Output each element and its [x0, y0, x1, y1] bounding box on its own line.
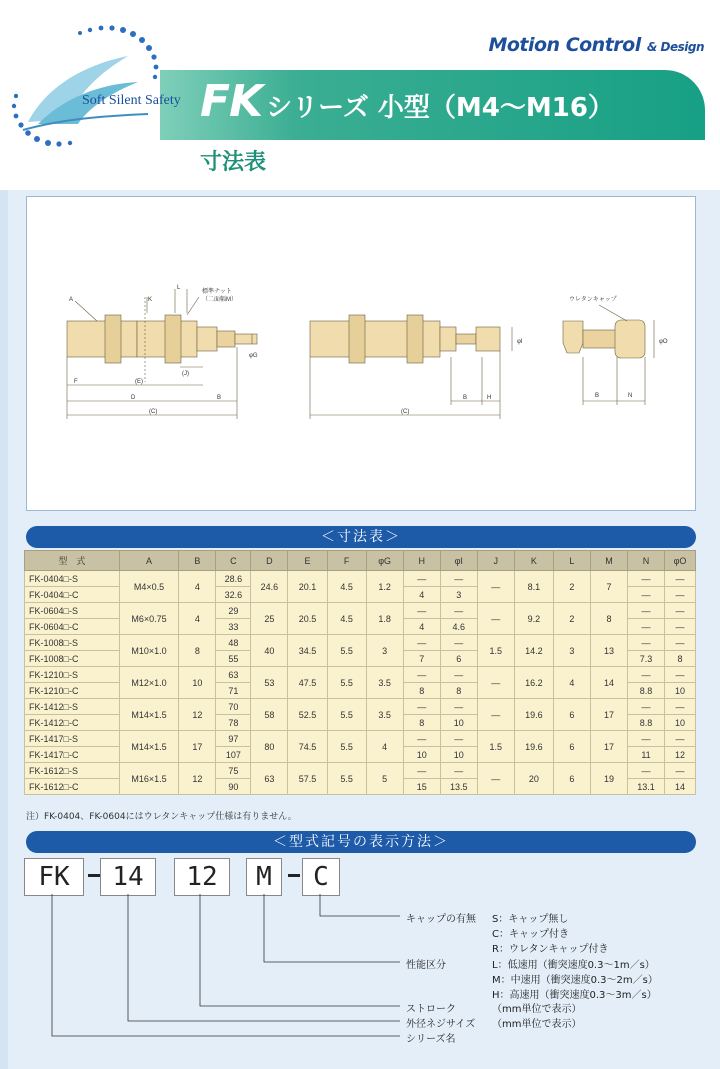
cell-g: 3.5	[366, 667, 403, 699]
cell-n: 11	[628, 747, 665, 763]
cell-c: 33	[216, 619, 251, 635]
cell-model: FK-1008□-S	[25, 635, 120, 651]
label-a: A	[69, 297, 74, 303]
cell-c: 71	[216, 683, 251, 699]
cell-b: 8	[179, 635, 216, 667]
cell-model: FK-1417□-S	[25, 731, 120, 747]
cell-h: 7	[403, 651, 440, 667]
cell-b: 4	[179, 571, 216, 603]
table-row	[25, 731, 696, 747]
label-nut1: 標準ナット	[202, 289, 232, 295]
table-row	[25, 699, 696, 715]
label-h: H	[487, 395, 492, 401]
cell-g: 3.5	[366, 699, 403, 731]
label-e: (E)	[135, 379, 143, 385]
brand-amp: & Design	[646, 40, 704, 54]
table-row	[25, 571, 696, 587]
cell-k: 20	[514, 763, 553, 795]
cell-o: —	[665, 731, 696, 747]
cell-g: 1.8	[366, 603, 403, 635]
cell-o: 10	[665, 683, 696, 699]
cell-l: 2	[553, 571, 590, 603]
cell-c: 70	[216, 699, 251, 715]
cell-i: —	[440, 571, 477, 587]
cell-b: 10	[179, 667, 216, 699]
label-k: K	[148, 297, 153, 303]
cell-g: 3	[366, 635, 403, 667]
cell-h: —	[403, 603, 440, 619]
dimension-table	[24, 550, 696, 795]
label-d: D	[131, 395, 136, 401]
cell-m: 19	[590, 763, 627, 795]
cell-h: —	[403, 763, 440, 779]
cell-j: 1.5	[477, 731, 514, 763]
cell-model: FK-0604□-S	[25, 603, 120, 619]
designation-section-heading: ＜型式記号の表示方法＞	[26, 831, 696, 853]
cell-h: —	[403, 635, 440, 651]
cell-a: M4×0.5	[119, 571, 179, 603]
cell-m: 8	[590, 603, 627, 635]
cell-l: 6	[553, 731, 590, 763]
logo-text: Soft Silent Safety	[82, 93, 181, 108]
brand-logo	[488, 34, 704, 56]
cell-c: 97	[216, 731, 251, 747]
cell-c: 107	[216, 747, 251, 763]
cell-a: M6×0.75	[119, 603, 179, 635]
col-header-f: F	[327, 551, 366, 571]
cell-m: 14	[590, 667, 627, 699]
col-header-d: D	[251, 551, 288, 571]
cap-option-r: R：ウレタンキャップ付き	[492, 944, 609, 955]
cell-i: —	[440, 603, 477, 619]
performance-label: 性能区分	[406, 960, 446, 971]
series-label: シリーズ名	[406, 1034, 456, 1045]
cell-model: FK-0404□-S	[25, 571, 120, 587]
cell-l: 6	[553, 763, 590, 795]
cell-m: 17	[590, 731, 627, 763]
col-header-model: 型 式	[25, 551, 120, 571]
col-header-k: K	[514, 551, 553, 571]
cell-i: 3	[440, 587, 477, 603]
cell-j: —	[477, 763, 514, 795]
cell-h: 4	[403, 619, 440, 635]
cell-h: 10	[403, 747, 440, 763]
cell-o: 14	[665, 779, 696, 795]
cell-n: —	[628, 587, 665, 603]
cell-o: —	[665, 667, 696, 683]
cell-e: 34.5	[288, 635, 327, 667]
performance-option-l: L：低速用（衝突速度0.3～1m／s）	[492, 960, 655, 971]
col-header-h: H	[403, 551, 440, 571]
cell-c: 55	[216, 651, 251, 667]
cell-o: —	[665, 699, 696, 715]
cell-f: 4.5	[327, 603, 366, 635]
cell-h: —	[403, 667, 440, 683]
cell-l: 2	[553, 603, 590, 635]
col-header-m: M	[590, 551, 627, 571]
cell-i: —	[440, 667, 477, 683]
cell-model: FK-1612□-S	[25, 763, 120, 779]
cell-h: 8	[403, 715, 440, 731]
cell-n: —	[628, 667, 665, 683]
cell-h: —	[403, 699, 440, 715]
title-fk: FK	[200, 76, 263, 127]
cell-c: 29	[216, 603, 251, 619]
cell-e: 52.5	[288, 699, 327, 731]
label-n: N	[628, 393, 633, 399]
cap-option-s: S：キャップ無し	[492, 914, 569, 925]
cell-k: 19.6	[514, 731, 553, 763]
cell-h: 4	[403, 587, 440, 603]
cell-c: 48	[216, 635, 251, 651]
cell-n: —	[628, 699, 665, 715]
label-nut2: （二面幅M）	[202, 297, 237, 303]
cell-model: FK-0604□-C	[25, 619, 120, 635]
col-header-n: N	[628, 551, 665, 571]
label-i: φI	[517, 339, 523, 345]
cell-o: —	[665, 763, 696, 779]
cell-b: 4	[179, 603, 216, 635]
cell-g: 5	[366, 763, 403, 795]
table-section-heading: ＜寸法表＞	[26, 526, 696, 548]
cell-o: —	[665, 635, 696, 651]
stroke-unit: （mm単位で表示）	[492, 1004, 582, 1015]
cell-g: 1.2	[366, 571, 403, 603]
label-o: φO	[659, 339, 668, 345]
label-b-3: B	[595, 393, 600, 399]
cell-c: 78	[216, 715, 251, 731]
cell-o: 10	[665, 715, 696, 731]
cell-b: 12	[179, 699, 216, 731]
cell-d: 58	[251, 699, 288, 731]
cell-n: —	[628, 571, 665, 587]
cell-m: 17	[590, 699, 627, 731]
col-header-e: E	[288, 551, 327, 571]
cell-l: 6	[553, 699, 590, 731]
cell-f: 5.5	[327, 731, 366, 763]
cell-model: FK-1008□-C	[25, 651, 120, 667]
col-header-b: B	[179, 551, 216, 571]
brand-main: Motion Control	[488, 34, 641, 56]
table-row	[25, 667, 696, 683]
cell-k: 9.2	[514, 603, 553, 635]
cell-o: —	[665, 619, 696, 635]
code-stroke-box: 12	[174, 858, 230, 896]
cell-i: —	[440, 635, 477, 651]
table-row	[25, 763, 696, 779]
cell-c: 32.6	[216, 587, 251, 603]
cell-n: —	[628, 635, 665, 651]
cell-o: —	[665, 571, 696, 587]
label-b: B	[217, 395, 222, 401]
cell-i: 10	[440, 715, 477, 731]
cell-j: 1.5	[477, 635, 514, 667]
cell-h: —	[403, 731, 440, 747]
cell-e: 20.1	[288, 571, 327, 603]
label-c: (C)	[149, 409, 158, 415]
cell-i: 13.5	[440, 779, 477, 795]
soft-silent-safety-logo-icon	[8, 24, 198, 154]
cell-a: M14×1.5	[119, 731, 179, 763]
cap-option-c: C：キャップ付き	[492, 929, 569, 940]
cell-f: 5.5	[327, 699, 366, 731]
cell-model: FK-1612□-C	[25, 779, 120, 795]
cell-d: 80	[251, 731, 288, 763]
dimension-table-wrapper	[24, 550, 696, 805]
label-f: F	[74, 379, 78, 385]
label-j: (J)	[182, 371, 189, 377]
label-cap: ウレタンキャップ	[569, 297, 617, 303]
stroke-label: ストローク	[406, 1004, 456, 1015]
cell-k: 19.6	[514, 699, 553, 731]
subtitle: 寸法表	[200, 150, 267, 175]
cell-j: —	[477, 603, 514, 635]
cell-b: 17	[179, 731, 216, 763]
cell-e: 20.5	[288, 603, 327, 635]
cell-c: 63	[216, 667, 251, 683]
table-row	[25, 635, 696, 651]
cell-n: —	[628, 603, 665, 619]
col-header-i: φI	[440, 551, 477, 571]
cell-l: 3	[553, 635, 590, 667]
cell-i: 10	[440, 747, 477, 763]
cell-d: 63	[251, 763, 288, 795]
cell-o: 12	[665, 747, 696, 763]
thread-unit: （mm単位で表示）	[492, 1019, 582, 1030]
cell-h: 8	[403, 683, 440, 699]
cell-k: 16.2	[514, 667, 553, 699]
cell-i: —	[440, 731, 477, 747]
cell-o: 8	[665, 651, 696, 667]
cell-h: 15	[403, 779, 440, 795]
cell-b: 12	[179, 763, 216, 795]
col-header-l: L	[553, 551, 590, 571]
label-b-2: B	[463, 395, 468, 401]
cell-d: 24.6	[251, 571, 288, 603]
cap-label: キャップの有無	[406, 914, 476, 925]
cell-a: M12×1.0	[119, 667, 179, 699]
cell-g: 4	[366, 731, 403, 763]
cell-n: 7.3	[628, 651, 665, 667]
cell-n: —	[628, 619, 665, 635]
col-header-j: J	[477, 551, 514, 571]
cell-n: —	[628, 763, 665, 779]
cell-f: 5.5	[327, 763, 366, 795]
cell-model: FK-1210□-C	[25, 683, 120, 699]
cell-i: 4.6	[440, 619, 477, 635]
cell-n: 8.8	[628, 715, 665, 731]
cell-i: —	[440, 763, 477, 779]
table-header-row	[25, 551, 696, 571]
cell-c: 28.6	[216, 571, 251, 587]
urethane-cap-drawing	[563, 305, 654, 405]
label-g: φG	[249, 353, 258, 359]
cell-j: —	[477, 667, 514, 699]
title-series: シリーズ 小型（M4～M16）	[266, 93, 614, 123]
cell-e: 57.5	[288, 763, 327, 795]
cell-i: 6	[440, 651, 477, 667]
shock-absorber-drawing-1	[67, 289, 257, 419]
cell-d: 53	[251, 667, 288, 699]
code-dash-1	[88, 874, 100, 877]
cell-f: 4.5	[327, 571, 366, 603]
page-title	[200, 76, 614, 127]
cell-f: 5.5	[327, 635, 366, 667]
col-header-g: φG	[366, 551, 403, 571]
col-header-a: A	[119, 551, 179, 571]
cell-n: 13.1	[628, 779, 665, 795]
cell-a: M10×1.0	[119, 635, 179, 667]
code-cap-box: C	[302, 858, 340, 896]
cell-n: —	[628, 731, 665, 747]
cell-k: 8.1	[514, 571, 553, 603]
cell-c: 90	[216, 779, 251, 795]
code-dash-2	[288, 874, 300, 877]
cell-model: FK-1412□-C	[25, 715, 120, 731]
table-row	[25, 603, 696, 619]
cell-e: 74.5	[288, 731, 327, 763]
col-header-c: C	[216, 551, 251, 571]
cell-m: 13	[590, 635, 627, 667]
cell-n: 8.8	[628, 683, 665, 699]
cell-j: —	[477, 699, 514, 731]
header	[0, 0, 720, 190]
cell-model: FK-1417□-C	[25, 747, 120, 763]
cell-k: 14.2	[514, 635, 553, 667]
cell-o: —	[665, 603, 696, 619]
code-thread-box: 14	[100, 858, 156, 896]
cell-a: M16×1.5	[119, 763, 179, 795]
dimension-drawing	[27, 197, 695, 510]
cell-h: —	[403, 571, 440, 587]
cell-d: 40	[251, 635, 288, 667]
performance-option-h: H：高速用（衝突速度0.3～3m／s）	[492, 990, 657, 1001]
cell-e: 47.5	[288, 667, 327, 699]
code-series-box: FK	[24, 858, 84, 896]
table-note: 注）FK-0404、FK-0604にはウレタンキャップ仕様は有りません。	[26, 812, 297, 822]
cell-a: M14×1.5	[119, 699, 179, 731]
cell-i: 8	[440, 683, 477, 699]
cell-l: 4	[553, 667, 590, 699]
cell-f: 5.5	[327, 667, 366, 699]
cell-c: 75	[216, 763, 251, 779]
shock-absorber-drawing-2	[310, 315, 512, 419]
cell-model: FK-0404□-C	[25, 587, 120, 603]
cell-m: 7	[590, 571, 627, 603]
cell-j: —	[477, 571, 514, 603]
cell-model: FK-1412□-S	[25, 699, 120, 715]
dimension-diagram	[26, 196, 696, 511]
label-l: L	[177, 285, 181, 291]
thread-label: 外径ネジサイズ	[406, 1019, 476, 1030]
col-header-o: φO	[665, 551, 696, 571]
code-performance-box: M	[246, 858, 282, 896]
cell-d: 25	[251, 603, 288, 635]
performance-option-m: M：中速用（衝突速度0.3～2m／s）	[492, 975, 658, 986]
label-c-2: (C)	[401, 409, 410, 415]
cell-i: —	[440, 699, 477, 715]
cell-model: FK-1210□-S	[25, 667, 120, 683]
cell-o: —	[665, 587, 696, 603]
